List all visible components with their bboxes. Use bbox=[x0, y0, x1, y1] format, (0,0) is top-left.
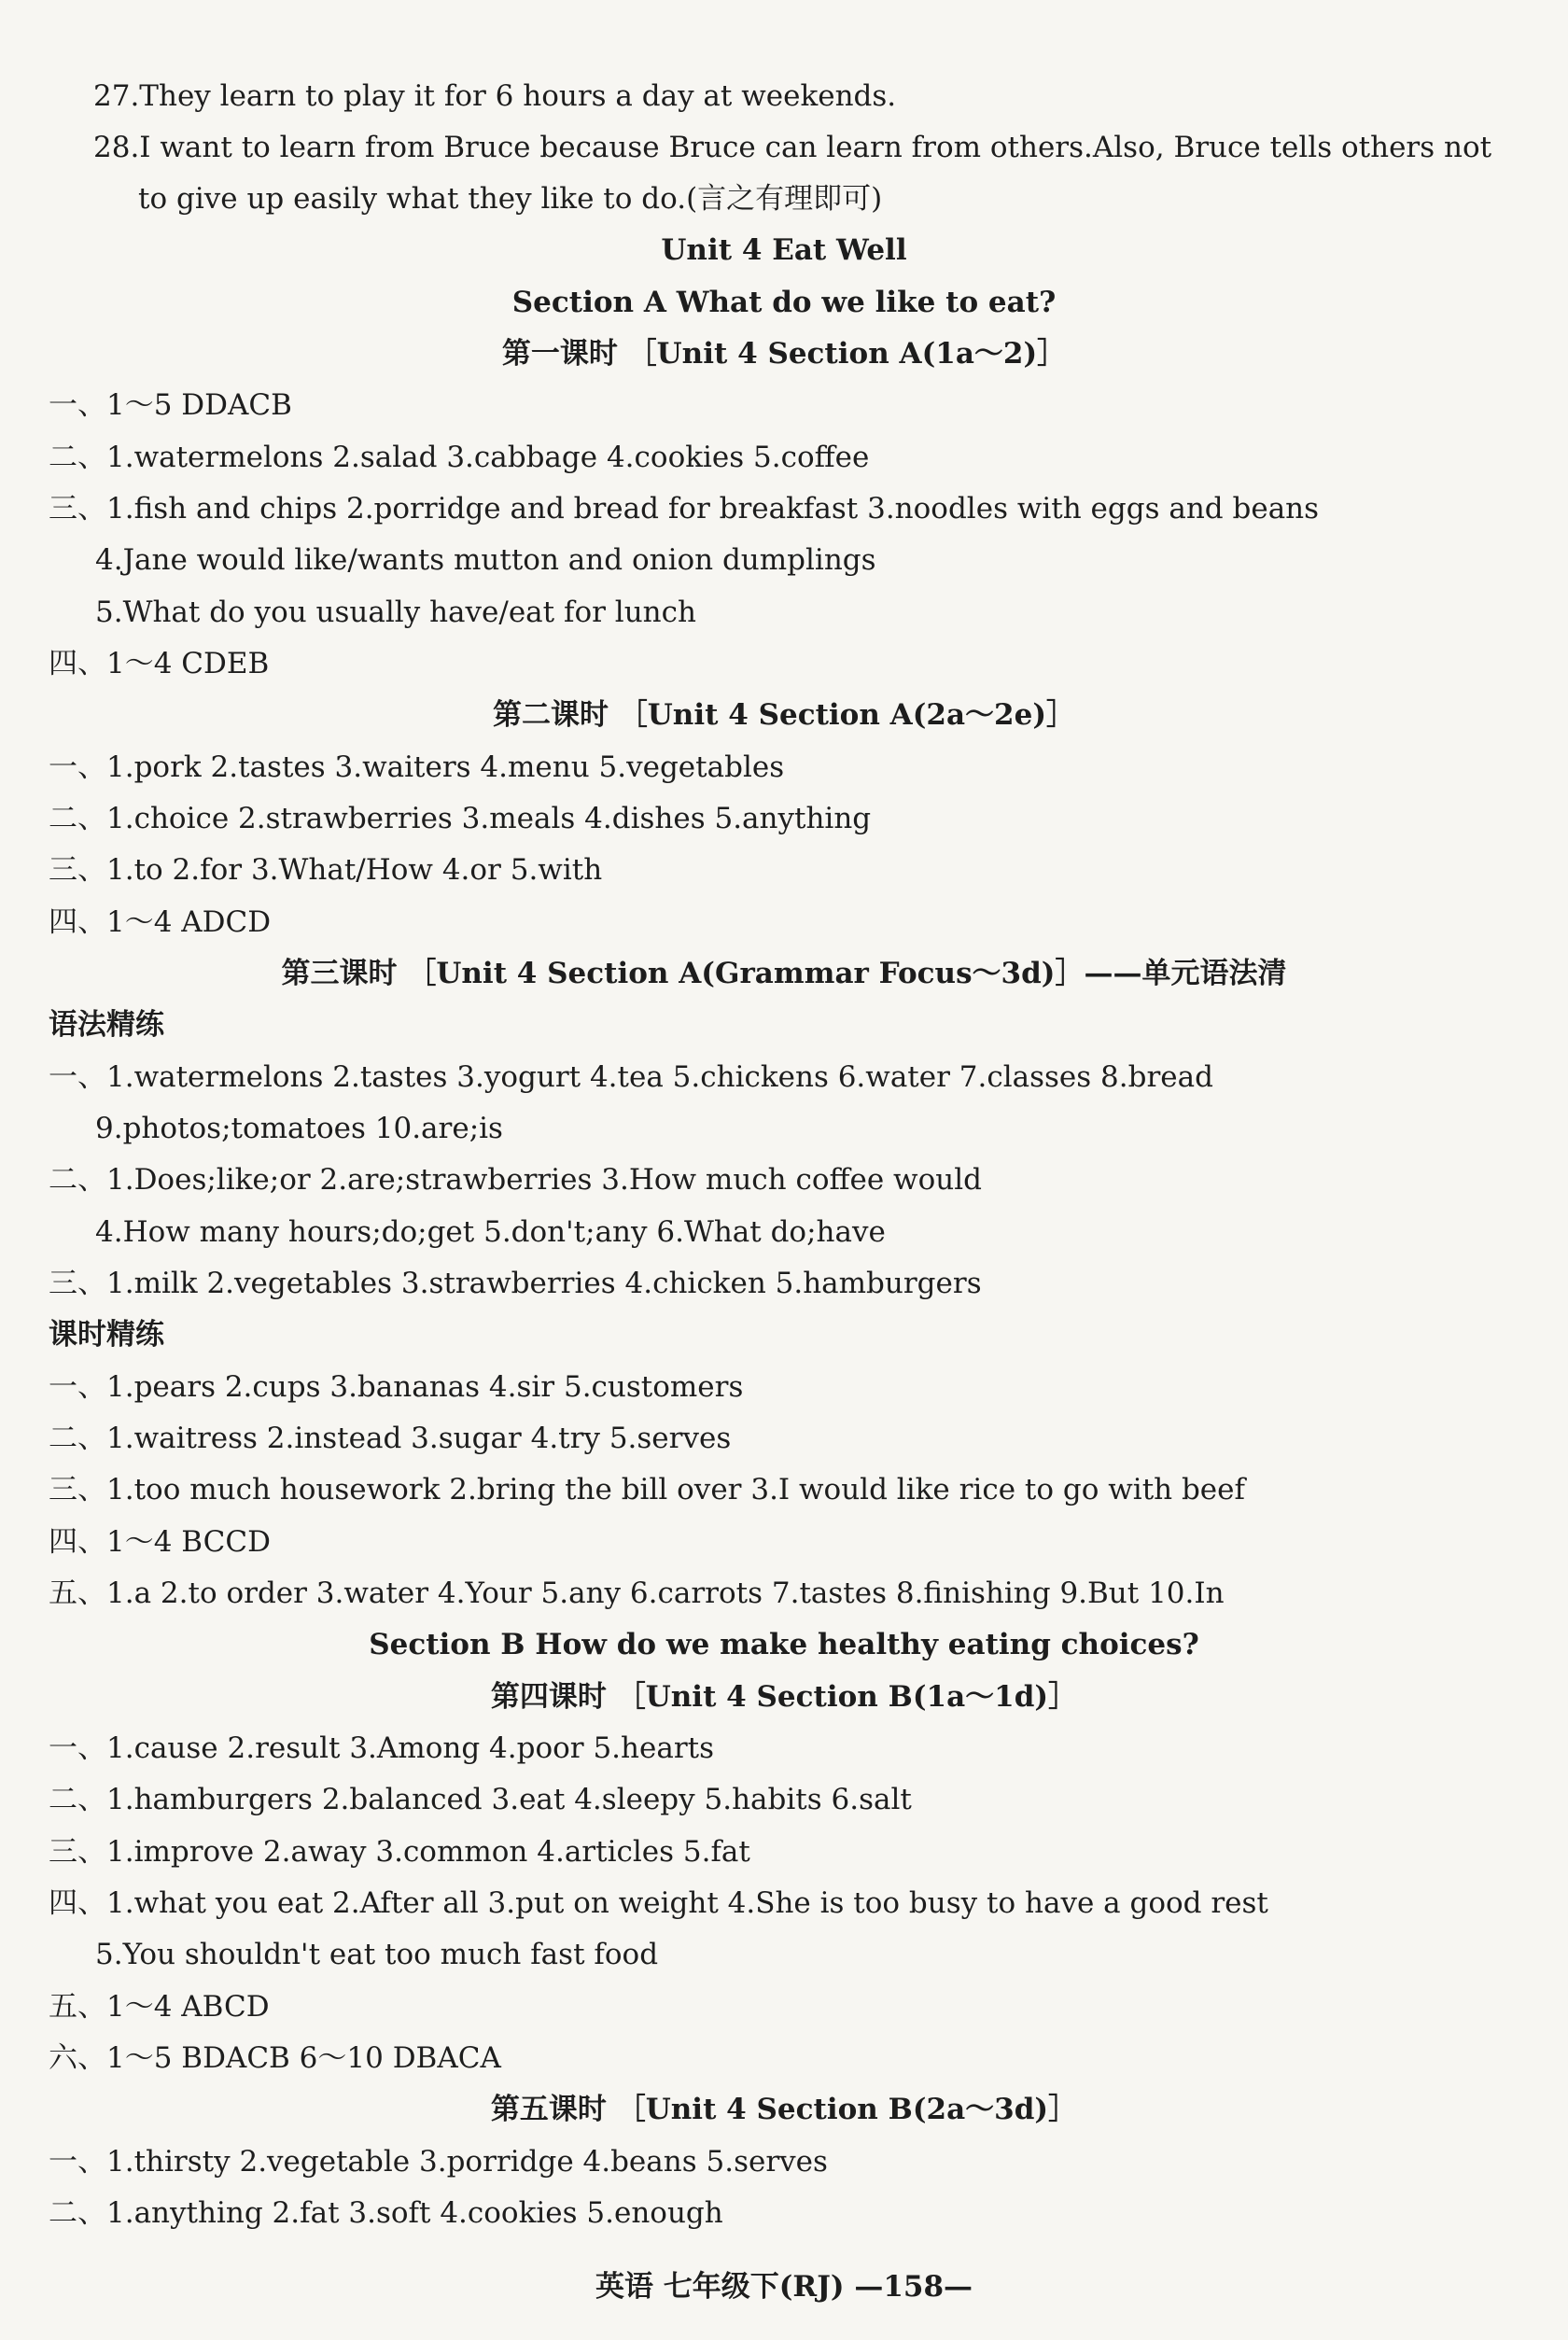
answer-line: 三、1.to 2.for 3.What/How 4.or 5.with bbox=[49, 853, 603, 887]
answer-line: to give up easily what they like to do.(言之有理即可) bbox=[138, 182, 883, 216]
subsection-heading: 课时精练 bbox=[49, 1318, 164, 1352]
answer-line: 四、1.what you eat 2.After all 3.put on weight 4.She is too busy to have a good rest bbox=[49, 1886, 1268, 1920]
answer-line: 六、1～5 BDACB 6～10 DBACA bbox=[49, 2041, 501, 2075]
answer-line: 二、1.anything 2.fat 3.soft 4.cookies 5.enough bbox=[49, 2196, 723, 2230]
answer-line: 二、1.hamburgers 2.balanced 3.eat 4.sleepy 5.habits 6.salt bbox=[49, 1783, 912, 1816]
section-title: Section B How do we make healthy eating choices? bbox=[369, 1628, 1199, 1661]
answer-line: 四、1～4 ADCD bbox=[49, 905, 272, 939]
answer-line: 四、1～4 BCCD bbox=[49, 1525, 271, 1559]
page-footer: 英语 七年级下(RJ) —158— bbox=[595, 2270, 973, 2304]
answer-line: 27.They learn to play it for 6 hours a day at weekends. bbox=[93, 79, 897, 113]
subsection-heading: 语法精练 bbox=[49, 1008, 164, 1042]
answer-line: 4.Jane would like/wants mutton and onion dumplings bbox=[95, 543, 876, 577]
answer-line: 一、1.watermelons 2.tastes 3.yogurt 4.tea 5.chickens 6.water 7.classes 8.bread bbox=[49, 1060, 1213, 1094]
lesson-title: 第五课时 ［Unit 4 Section B(2a～3d)］ bbox=[490, 2093, 1078, 2126]
lesson-title: 第一课时 ［Unit 4 Section A(1a～2)］ bbox=[501, 337, 1067, 371]
unit-title: Unit 4 Eat Well bbox=[661, 233, 907, 267]
answer-line: 5.You shouldn't eat too much fast food bbox=[95, 1938, 659, 1971]
answer-line: 三、1.milk 2.vegetables 3.strawberries 4.chicken 5.hamburgers bbox=[49, 1267, 982, 1300]
answer-line: 一、1.pears 2.cups 3.bananas 4.sir 5.customers bbox=[49, 1370, 744, 1404]
answer-line: 一、1.pork 2.tastes 3.waiters 4.menu 5.vegetables bbox=[49, 750, 785, 784]
answer-line: 5.What do you usually have/eat for lunch bbox=[95, 596, 696, 629]
answer-line: 二、1.watermelons 2.salad 3.cabbage 4.cookies 5.coffee bbox=[49, 441, 870, 474]
answer-line: 三、1.too much housework 2.bring the bill over 3.I would like rice to go with beef bbox=[49, 1473, 1245, 1506]
answer-line: 三、1.improve 2.away 3.common 4.articles 5.fat bbox=[49, 1835, 750, 1869]
answer-line: 二、1.choice 2.strawberries 3.meals 4.dishes 5.anything bbox=[49, 802, 872, 835]
answer-line: 二、1.waitress 2.instead 3.sugar 4.try 5.serves bbox=[49, 1422, 732, 1455]
section-title: Section A What do we like to eat? bbox=[511, 286, 1057, 319]
answer-line: 四、1～4 CDEB bbox=[49, 647, 270, 680]
answer-line: 三、1.fish and chips 2.porridge and bread for breakfast 3.noodles with eggs and beans bbox=[49, 492, 1320, 525]
answer-line: 一、1～5 DDACB bbox=[49, 388, 292, 422]
answer-line: 28.I want to learn from Bruce because Bruce can learn from others.Also, Bruce tells others not bbox=[93, 131, 1492, 164]
lesson-title: 第四课时 ［Unit 4 Section B(1a～1d)］ bbox=[490, 1680, 1078, 1714]
answer-line: 一、1.thirsty 2.vegetable 3.porridge 4.beans 5.serves bbox=[49, 2145, 828, 2179]
answer-line: 五、1～4 ABCD bbox=[49, 1990, 270, 2024]
answer-line: 4.How many hours;do;get 5.don't;any 6.What do;have bbox=[95, 1215, 886, 1249]
answer-line: 五、1.a 2.to order 3.water 4.Your 5.any 6.carrots 7.tastes 8.finishing 9.But 10.In bbox=[49, 1576, 1225, 1610]
lesson-title: 第三课时 ［Unit 4 Section A(Grammar Focus～3d)］——单元语法清 bbox=[281, 957, 1287, 990]
answer-line: 一、1.cause 2.result 3.Among 4.poor 5.hearts bbox=[49, 1731, 714, 1765]
lesson-title: 第二课时 ［Unit 4 Section A(2a～2e)］ bbox=[492, 698, 1076, 732]
answer-line: 9.photos;tomatoes 10.are;is bbox=[95, 1112, 503, 1145]
answer-line: 二、1.Does;like;or 2.are;strawberries 3.How much coffee would bbox=[49, 1163, 982, 1197]
